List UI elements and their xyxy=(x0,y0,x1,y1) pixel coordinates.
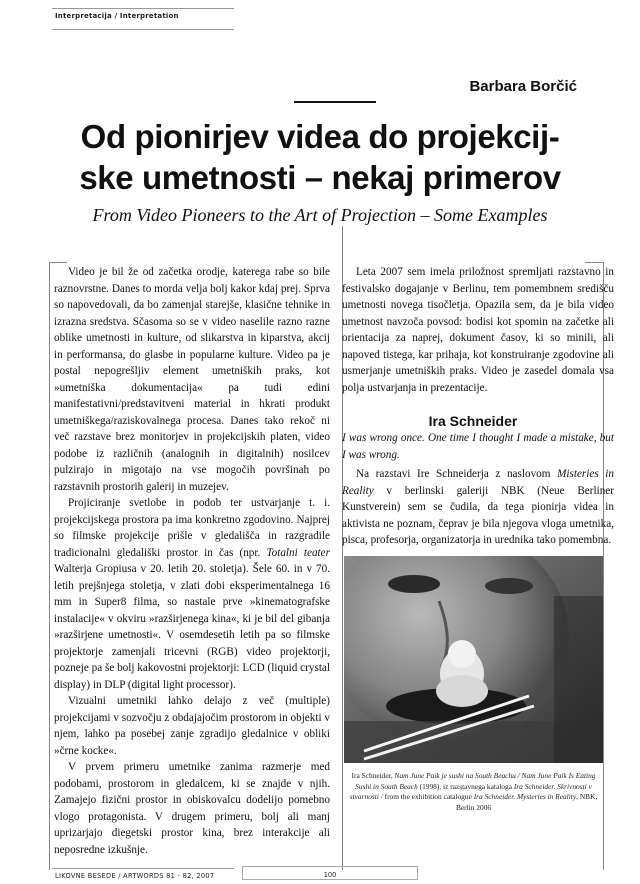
author-underline xyxy=(294,101,376,103)
page-number: 100 xyxy=(323,871,337,879)
article-subtitle: From Video Pioneers to the Art of Projection – Some Examples xyxy=(92,205,548,225)
header-rule-top xyxy=(52,8,234,9)
article-author: Barbara Borčić xyxy=(469,78,577,95)
journal-label: LIKOVNE BESEDE / ARTWORDS 81 - 82, 2007 xyxy=(55,872,215,880)
header-rule-bottom xyxy=(52,29,234,30)
section-heading: Ira Schneider xyxy=(428,413,518,429)
section-label: Interpretacija / Interpretation xyxy=(55,12,179,20)
photo-illustration xyxy=(344,556,603,763)
paragraph-text: Na razstavi Ire Schneiderja z naslovom xyxy=(356,468,558,480)
paragraph xyxy=(54,495,330,693)
caption-text: / from the exhibition catalogue xyxy=(378,792,474,801)
figure-caption xyxy=(344,771,603,813)
artwork-photo xyxy=(344,556,603,763)
paragraph-text: Walterja Gropiusa v 20. letih 20. stoletja). Šele 60. in v 70. letih prejšnjega stoletja, v zlati dobi eksperimentalnega 16 mm in Super8 filma, so nastale prve »kinematografske instalacije« v okviru »razširjenega kina«, ki je bil del gibanja »razširjene umetnosti«. V osemdesetih letih pa so filmske projektorje zamenjali tricevni (RGB) video projektorji, pozneje pa še bolj kakovostni projektorji: LCD (liquid crystal display) in DLP (digital light processor). xyxy=(54,563,330,691)
paragraph-text: Projiciranje svetlobe in podob ter ustvarjanje t. i. projekcijskega prostora pa ima konkretno zgodovino. Najprej so filmske projekcije prišle v gledališča in razgradile tradicionalni gledališki prostor in čas (npr. xyxy=(54,497,330,559)
footer-rule xyxy=(52,868,234,869)
caption-text: Ira Schneider, xyxy=(351,771,395,780)
caption-text: , NBK, Berlin 2006 xyxy=(455,792,598,812)
paragraph: Video je bil že od začetka orodje, katerega rabe so bile raznovrstne. Danes to morda velja bolj kakor kdaj prej. Sprva so napovedovali, da bo zamenjal starejše, klasične tehnike in izrazna sredstva. Sčasoma so se v video naselile razno razne oblike umetnosti in kulture, od slikarstva in kiparstva, akcij in performansa, do glasbe in popularne kulture. Video pa je postal nepogrešljiv element umetniških praks, kot »umetniška dokumentacija« pa tudi edini manifestativni/predstavitveni material in hkrati produkt umetniškega/raziskovalnega procesa. Danes tako rekoč ni več razstave brez monitorjev in projekcijskih platen, video podobe iz različnih (analognih in digitalnih) nosilcev pulzirajo in migotajo na vse mogočih površinah po razstavnih prostorih galerij in muzejev. xyxy=(54,266,330,493)
title-line-2: ske umetnosti – nekaj primerov xyxy=(79,159,561,196)
frame-corner-left xyxy=(49,262,67,263)
title-line-1: Od pionirjev videa do projekcij- xyxy=(80,118,560,155)
paragraph xyxy=(342,466,614,549)
right-column-body xyxy=(342,466,614,549)
frame-corner-right xyxy=(585,262,603,263)
emphasis-text: Totalni teater xyxy=(266,546,330,559)
caption-italic: Ira Schneider. Mysteries in Reality xyxy=(473,792,577,801)
epigraph: I was wrong once. One time I thought I made a mistake, but I was wrong. xyxy=(342,432,614,461)
article-title xyxy=(30,116,610,198)
paragraph: V prvem primeru umetnike zanima razmerje med podobami, prostorom in gledalcem, ki se znajde v njih. Zamajejo fizični prostor in obiskovalcu dodelijo pomebno vlogo protagonista. V drugem primeru, bolj ali manj uprizarjajo diegetski prostor kina, brez interakcije ali neposredne izkušnje. xyxy=(54,761,330,856)
right-column-intro xyxy=(342,264,614,396)
left-column xyxy=(54,264,330,858)
paragraph-text: v berlinski galeriji NBK (Neue Berliner Kunstverein) sem se čudila, da tega pionirja videa in aktivista ne poznam, čeprav je bila njegova vloga umetnika, pisca, profesorja, organizatorja in urednika tako pomembna. xyxy=(342,484,614,546)
paragraph: Vizualni umetniki lahko delajo z več (multiple) projekcijami v sozvočju z obdajajočim prostorom in objekti v njem, lahko pa posebej zanje zgradijo gledalnice v obliki »črne kocke«. xyxy=(54,695,330,757)
emphasis-text: Misteries in Reality xyxy=(342,468,614,497)
column-frame-left xyxy=(49,262,50,870)
paragraph: Leta 2007 sem imela priložnost spremljati razstavno in festivalsko dogajanje v Berlinu, tem pomembnem središču umetnosti novega tisočletja. Opazila sem, da je bila video umetnost navzoča povsod: bodisi kot spomin na začetke ali orientacija za naprej, dokument časov, ki so minili, ali napoved tistega, kar prihaja, kot konstruiranje zgodovine ali usmerjanje umetniških praks. Video je zasedel domala vsa polja ustvarjanja in prezentacije. xyxy=(342,266,614,394)
caption-italic: Nam June Paik je sushi na South Beachu / Nam June Paik Is Eating Sushi in South Beach xyxy=(355,771,596,791)
caption-italic: Ira Schneider. Skrivnosti v stvarnosti xyxy=(349,781,592,801)
caption-text: (1998), iz razstavnega kataloga xyxy=(417,781,514,791)
